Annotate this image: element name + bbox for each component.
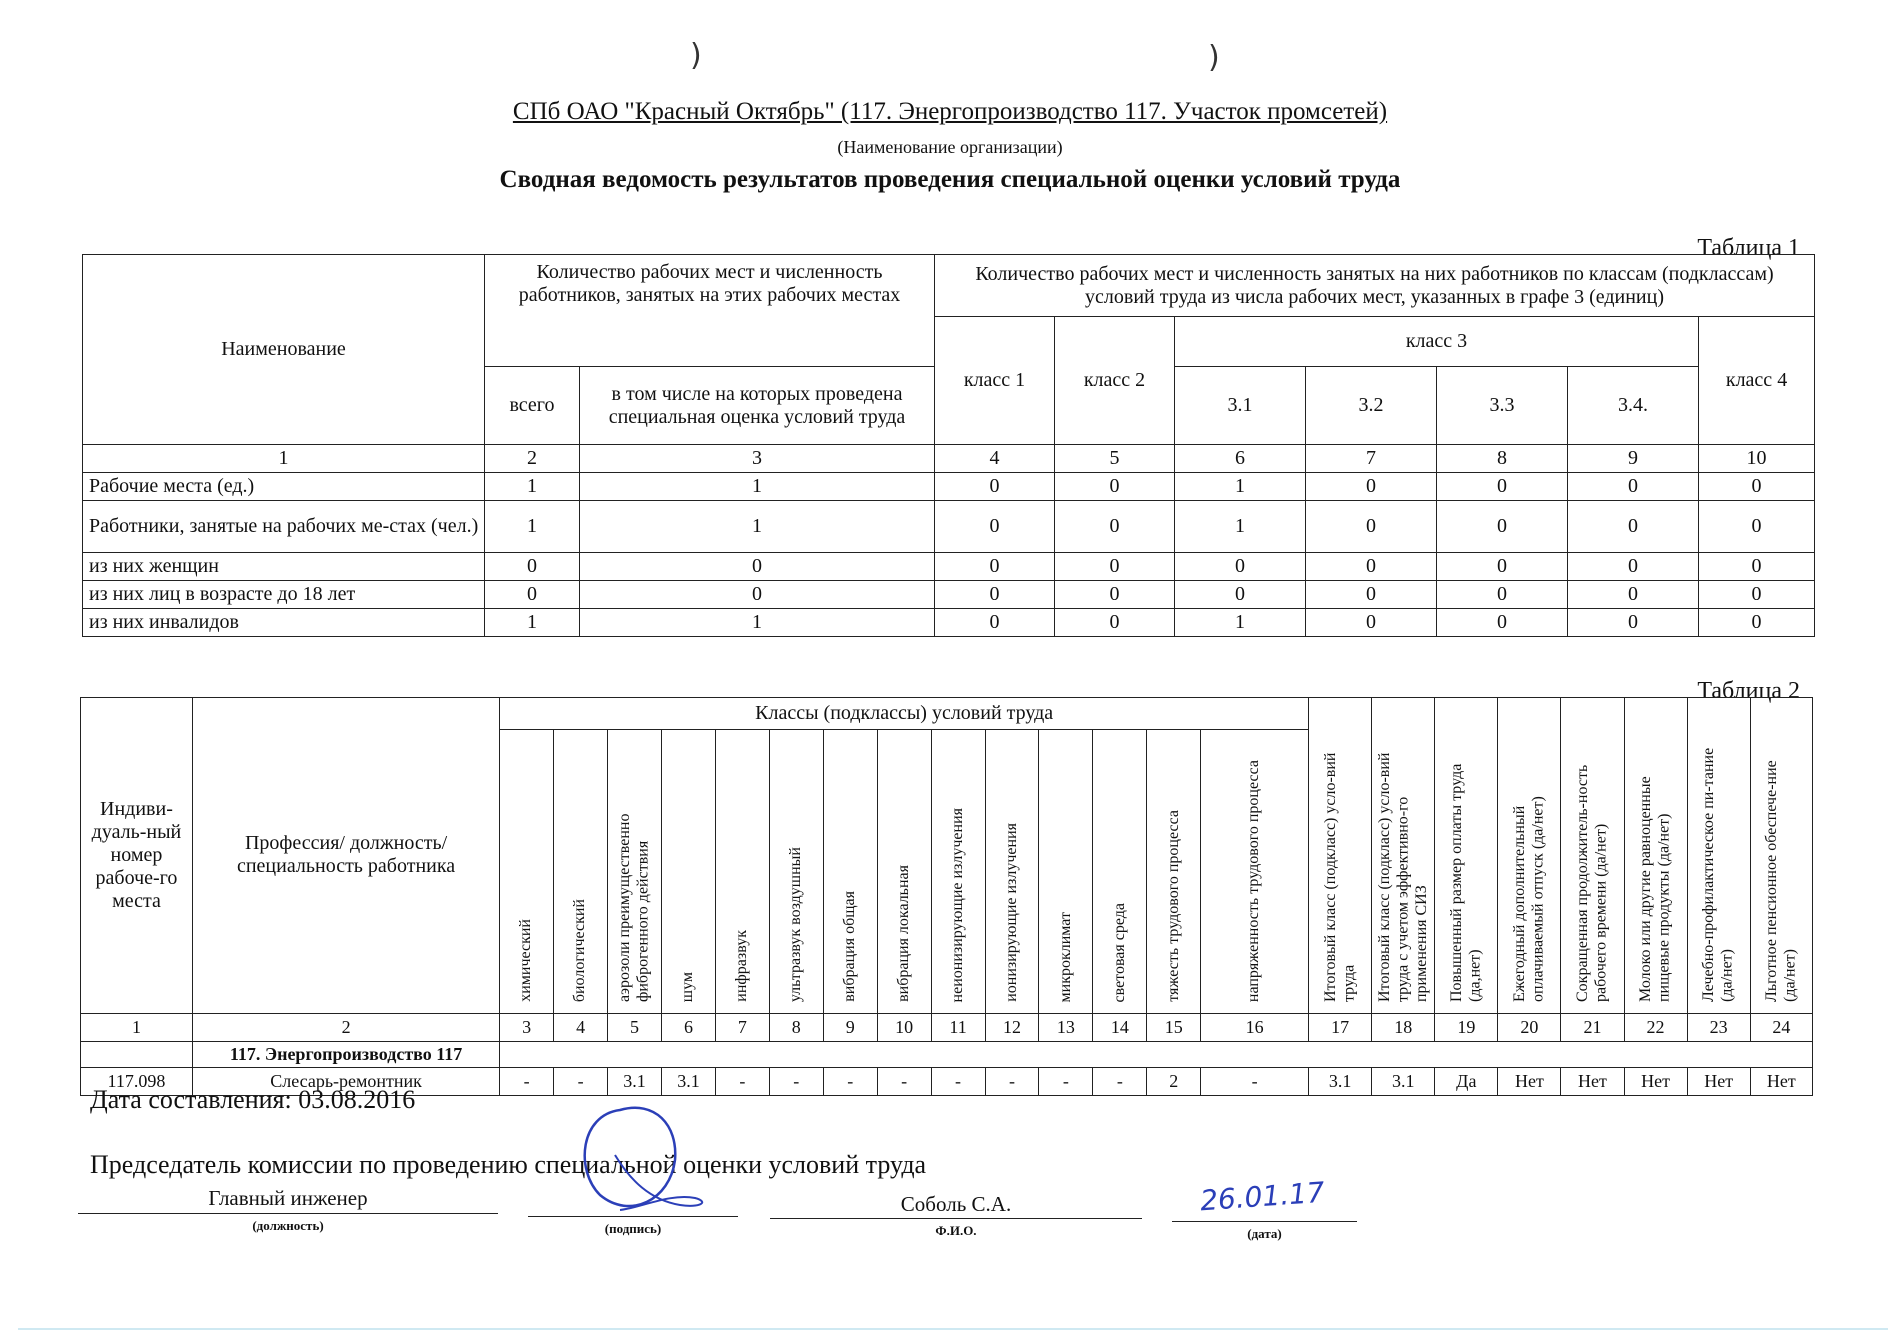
t1-cell: 0	[1306, 473, 1437, 501]
t1-cell: 1	[580, 501, 935, 553]
signature-caption: (подпись)	[604, 1221, 662, 1236]
t1-cell: 0	[1055, 581, 1175, 609]
t1-cell: 0	[935, 501, 1055, 553]
t2-header-factor	[931, 730, 985, 1014]
t2-header-factor	[877, 730, 931, 1014]
t2-col-number: 12	[985, 1013, 1039, 1041]
t1-cell: 0	[485, 581, 580, 609]
t1-row-name: из них инвалидов	[83, 609, 485, 637]
t1-cell: 0	[1437, 581, 1568, 609]
t2-row-cell: Нет	[1687, 1067, 1750, 1095]
t2-header-factor	[1039, 730, 1093, 1014]
t2-header-extra	[1435, 698, 1498, 1014]
t2-header-factor-label: аэрозоли преимущественно фиброгенного действия	[616, 813, 652, 1002]
position-caption: (должность)	[252, 1218, 324, 1233]
t2-col-number: 17	[1309, 1013, 1372, 1041]
t1-row-name: Работники, занятые на рабочих ме-стах (чел.)	[83, 501, 485, 553]
t1-cell: 0	[1055, 609, 1175, 637]
t2-row-cell: -	[823, 1067, 877, 1095]
t1-cell: 1	[580, 473, 935, 501]
fio-value: Соболь С.А.	[900, 1192, 1012, 1216]
signature-line	[528, 1216, 738, 1217]
t2-header-factor	[769, 730, 823, 1014]
t1-cell: 1	[485, 501, 580, 553]
t1-cell: 0	[1699, 553, 1815, 581]
t2-header-extra-label: Итоговый класс (подкласс) усло-вий труда с учетом эффективно-го применения СИЗ	[1375, 752, 1430, 1002]
t2-col-number: 6	[661, 1013, 715, 1041]
scan-mark-left: )	[690, 38, 702, 73]
table2	[80, 697, 1813, 1096]
t2-header-factor	[1201, 730, 1309, 1014]
t2-row-cell: 3.1	[661, 1067, 715, 1095]
t2-column-numbers	[81, 1013, 1813, 1041]
t1-cell: 0	[1055, 473, 1175, 501]
t2-row-cell: 3.1	[1372, 1067, 1435, 1095]
t1-column-numbers	[83, 445, 1815, 473]
t2-header-profession: Профессия/ должность/ специальность работника	[192, 698, 499, 1014]
organization-caption: (Наименование организации)	[837, 137, 1063, 157]
chairman-line: Председатель комиссии по проведению специальной оценки условий труда	[90, 1150, 927, 1179]
t2-row-cell: -	[877, 1067, 931, 1095]
t2-header-extra-label: Повышенный размер оплаты труда (да,нет)	[1447, 763, 1484, 1002]
t1-cell: 0	[1437, 609, 1568, 637]
t1-cell: 1	[580, 609, 935, 637]
t2-header-extra	[1561, 698, 1624, 1014]
t1-header-assessed: в том числе на которых проведена специальная оценка условий труда	[580, 367, 935, 445]
t2-col-number: 24	[1750, 1013, 1812, 1041]
t2-header-factor-label: инфразвук	[733, 930, 751, 1002]
t1-header-classes: Количество рабочих мест и численность занятых на них работников по классам (подклассам) условий труда из числа рабочих мест, указанных в графе 3 (единиц)	[935, 255, 1815, 317]
t1-col-number: 3	[580, 445, 935, 473]
t1-col-number: 9	[1568, 445, 1699, 473]
t2-header-factor-label: ионизирующие излучения	[1002, 823, 1020, 1002]
t2-header-factor-label: ультразвук воздушный	[787, 846, 805, 1002]
t2-row-cell: Нет	[1498, 1067, 1561, 1095]
t2-header-factor-label: световая среда	[1110, 902, 1128, 1002]
t2-row-cell: -	[1093, 1067, 1147, 1095]
t1-cell: 0	[1175, 581, 1306, 609]
t2-header-factor-label: вибрация локальная	[894, 865, 912, 1002]
t2-header-factor	[1147, 730, 1201, 1014]
t2-header-factor-label: микроклимат	[1056, 911, 1074, 1002]
t2-header-extra-label: Льготное пенсионное обеспече-ние (да/нет)	[1762, 760, 1799, 1002]
t2-col-number: 23	[1687, 1013, 1750, 1041]
t2-header-factor	[1093, 730, 1147, 1014]
t1-row	[83, 473, 1815, 501]
t1-header-class3: класс 3	[1175, 317, 1699, 367]
fio-caption: Ф.И.О.	[935, 1223, 977, 1238]
t2-row-cell: -	[715, 1067, 769, 1095]
t2-row-cell: -	[1201, 1067, 1309, 1095]
t2-header-extra	[1624, 698, 1687, 1014]
t1-header-3-2: 3.2	[1306, 367, 1437, 445]
t1-cell: 0	[580, 553, 935, 581]
t2-header-factor-label: шум	[679, 971, 697, 1002]
document-title: Сводная ведомость результатов проведения специальной оценки условий труда	[499, 166, 1401, 193]
t2-header-factor	[823, 730, 877, 1014]
t2-row-cell: 3.1	[1309, 1067, 1372, 1095]
t1-row-name: из них женщин	[83, 553, 485, 581]
t2-col-number: 22	[1624, 1013, 1687, 1041]
t2-header-extra-label: Итоговый класс (подкласс) усло-вий труда	[1321, 752, 1358, 1002]
t1-cell: 0	[1175, 553, 1306, 581]
t1-cell: 1	[1175, 609, 1306, 637]
t2-header-factor-label: химический	[517, 919, 535, 1002]
t2-row-id: 117.098	[81, 1067, 193, 1095]
t1-cell: 0	[1699, 609, 1815, 637]
t1-cell: 0	[935, 581, 1055, 609]
t2-header-factor-label: вибрация общая	[841, 891, 859, 1002]
t1-cell: 1	[1175, 501, 1306, 553]
t1-header-3-1: 3.1	[1175, 367, 1306, 445]
t1-cell: 0	[1306, 553, 1437, 581]
t2-header-factor	[500, 730, 554, 1014]
t1-row	[83, 609, 1815, 637]
t2-col-number: 11	[931, 1013, 985, 1041]
t1-header-class2: класс 2	[1055, 317, 1175, 445]
t1-cell: 0	[935, 473, 1055, 501]
t1-row-name: из них лиц в возрасте до 18 лет	[83, 581, 485, 609]
table1-label: Таблица 1	[1697, 235, 1800, 261]
t2-header-extra	[1372, 698, 1435, 1014]
t2-col-number: 8	[769, 1013, 823, 1041]
t2-row-cell: -	[769, 1067, 823, 1095]
t2-header-factor-label: биологический	[571, 898, 589, 1002]
t2-row-cell: 3.1	[608, 1067, 662, 1095]
t1-cell: 1	[1175, 473, 1306, 501]
t2-col-number: 5	[608, 1013, 662, 1041]
t2-header-extra	[1750, 698, 1812, 1014]
table2-label: Таблица 2	[1697, 678, 1800, 704]
t1-cell: 0	[580, 581, 935, 609]
t1-cell: 0	[935, 553, 1055, 581]
t1-cell: 0	[1437, 501, 1568, 553]
t2-row-profession: Слесарь-ремонтник	[192, 1067, 499, 1095]
date-caption: (дата)	[1247, 1226, 1282, 1241]
t1-row	[83, 501, 1815, 553]
t2-col-number: 1	[81, 1013, 193, 1041]
t1-col-number: 5	[1055, 445, 1175, 473]
date-line-underline	[1172, 1221, 1357, 1222]
t2-col-number: 7	[715, 1013, 769, 1041]
t2-header-factor	[661, 730, 715, 1014]
t2-section-fill	[500, 1041, 1813, 1067]
signature-image	[560, 1090, 720, 1225]
t2-header-factor	[715, 730, 769, 1014]
t1-cell: 0	[1055, 501, 1175, 553]
t2-header-extra	[1687, 698, 1750, 1014]
t2-header-extra-label: Молоко или другие равноценные пищевые продукты (да/нет)	[1637, 776, 1673, 1002]
t1-col-number: 6	[1175, 445, 1306, 473]
t2-row-cell: -	[500, 1067, 554, 1095]
t2-row-cell: Нет	[1750, 1067, 1812, 1095]
t1-cell: 0	[1699, 473, 1815, 501]
t2-header-extra-label: Сокращенная продолжитель-ность рабочего времени (да/нет)	[1574, 764, 1610, 1002]
t2-header-factor	[608, 730, 662, 1014]
t2-header-extra	[1309, 698, 1372, 1014]
t1-header-count: Количество рабочих мест и численность работников, занятых на этих рабочих местах	[485, 255, 935, 367]
t1-cell: 0	[1437, 553, 1568, 581]
t1-cell: 0	[1568, 501, 1699, 553]
t2-header-extra	[1498, 698, 1561, 1014]
table1	[82, 254, 1815, 637]
t1-col-number: 10	[1699, 445, 1815, 473]
t1-header-total: всего	[485, 367, 580, 445]
t1-cell: 0	[1437, 473, 1568, 501]
t1-cell: 0	[1568, 553, 1699, 581]
t2-header-id: Индиви-дуаль-ный номер рабоче-го места	[81, 698, 193, 1014]
t2-row-cell: -	[985, 1067, 1039, 1095]
t2-col-number: 2	[192, 1013, 499, 1041]
t1-col-number: 8	[1437, 445, 1568, 473]
handwritten-date: 26.01.17	[1199, 1175, 1326, 1218]
t2-header-factor	[554, 730, 608, 1014]
t1-col-number: 1	[83, 445, 485, 473]
t1-cell: 0	[1306, 501, 1437, 553]
t2-col-number: 15	[1147, 1013, 1201, 1041]
t1-cell: 0	[1568, 581, 1699, 609]
t1-header-class4: класс 4	[1699, 317, 1815, 445]
t1-cell: 0	[1699, 581, 1815, 609]
scan-mark-right: )	[1208, 40, 1220, 75]
t2-col-number: 20	[1498, 1013, 1561, 1041]
t2-col-number: 10	[877, 1013, 931, 1041]
t2-header-extra-label: Лечебно-профилактическое пи-тание (да/нет)	[1700, 747, 1736, 1002]
position-value: Главный инженер	[208, 1186, 368, 1210]
t2-col-number: 19	[1435, 1013, 1498, 1041]
t2-section-blank	[81, 1041, 193, 1067]
t2-col-number: 4	[554, 1013, 608, 1041]
t2-header-extra-label: Ежегодный дополнительный оплачиваемый отпуск (да/нет)	[1511, 796, 1547, 1002]
date-line: Дата составления: 03.08.2016	[90, 1085, 416, 1114]
t2-row-cell: -	[554, 1067, 608, 1095]
t1-cell: 1	[485, 473, 580, 501]
position-line	[78, 1213, 498, 1214]
t1-row	[83, 553, 1815, 581]
t1-cell: 0	[1055, 553, 1175, 581]
t2-header-factor-label: напряженность трудового процесса	[1245, 759, 1263, 1002]
t2-row-cell: Нет	[1561, 1067, 1624, 1095]
t2-header-factor-label: неионизирующие излучения	[948, 807, 966, 1002]
t2-col-number: 3	[500, 1013, 554, 1041]
t2-col-number: 16	[1201, 1013, 1309, 1041]
t1-cell: 0	[1699, 501, 1815, 553]
t1-cell: 0	[1568, 609, 1699, 637]
t2-col-number: 9	[823, 1013, 877, 1041]
t2-col-number: 14	[1093, 1013, 1147, 1041]
t2-header-factor	[985, 730, 1039, 1014]
t2-col-number: 13	[1039, 1013, 1093, 1041]
t2-header-classes: Классы (подклассы) условий труда	[500, 698, 1309, 730]
scan-edge-line	[18, 1328, 1888, 1330]
fio-line	[770, 1218, 1142, 1219]
t1-header-class1: класс 1	[935, 317, 1055, 445]
t2-row-cell: -	[931, 1067, 985, 1095]
t1-row-name: Рабочие места (ед.)	[83, 473, 485, 501]
t1-cell: 0	[485, 553, 580, 581]
t2-row-cell: -	[1039, 1067, 1093, 1095]
t1-row	[83, 581, 1815, 609]
t1-header-3-4: 3.4.	[1568, 367, 1699, 445]
t1-col-number: 7	[1306, 445, 1437, 473]
t1-cell: 1	[485, 609, 580, 637]
t1-cell: 0	[1306, 581, 1437, 609]
t1-col-number: 2	[485, 445, 580, 473]
t2-col-number: 21	[1561, 1013, 1624, 1041]
t2-row-cell: 2	[1147, 1067, 1201, 1095]
t2-row-cell: Нет	[1624, 1067, 1687, 1095]
t2-col-number: 18	[1372, 1013, 1435, 1041]
t2-row-cell: Да	[1435, 1067, 1498, 1095]
t2-header-factor-label: тяжесть трудового процесса	[1164, 810, 1182, 1002]
organization-name: СПб ОАО "Красный Октябрь" (117. Энергопроизводство 117. Участок промсетей)	[512, 98, 1388, 125]
t1-col-number: 4	[935, 445, 1055, 473]
t2-section-title: 117. Энергопроизводство 117	[192, 1041, 499, 1067]
t1-cell: 0	[1306, 609, 1437, 637]
t1-header-3-3: 3.3	[1437, 367, 1568, 445]
t1-header-name: Наименование	[83, 255, 485, 445]
t1-cell: 0	[935, 609, 1055, 637]
t1-cell: 0	[1568, 473, 1699, 501]
